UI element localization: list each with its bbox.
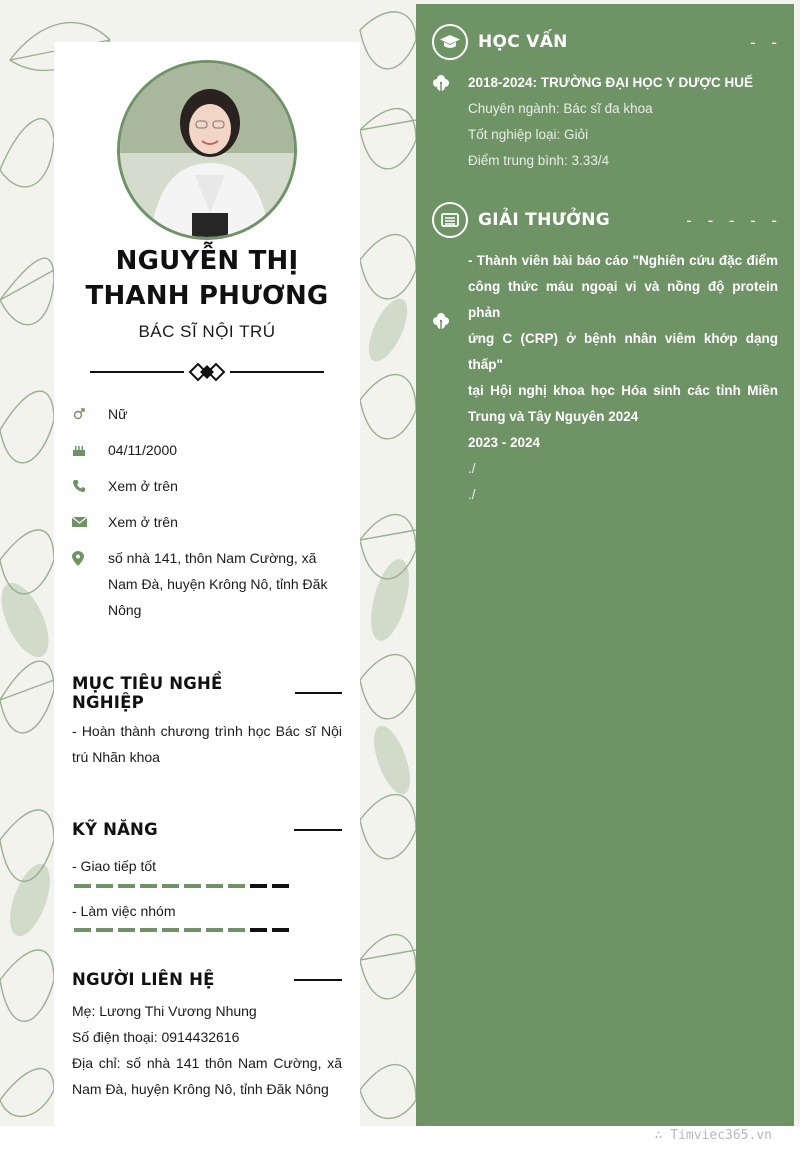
skill-segment [250, 928, 267, 932]
phone-value[interactable]: Xem ở trên [108, 478, 178, 494]
email-value[interactable]: Xem ở trên [108, 514, 178, 530]
award-period: 2023 - 2024 [468, 435, 541, 450]
skill-segment [118, 928, 135, 932]
contact-title: NGƯỜI LIÊN HỆ [72, 970, 215, 989]
education-details [468, 70, 778, 174]
skills-heading [72, 820, 342, 839]
skill-segment [74, 928, 91, 932]
skill-level-bar [74, 928, 289, 932]
phone-icon [72, 473, 108, 499]
skill-segment [162, 884, 179, 888]
contact-heading [72, 970, 342, 989]
skill-segment [140, 928, 157, 932]
objective-text [72, 718, 342, 770]
heading-rule [294, 829, 342, 831]
contact-mother: Mẹ: Lương Thi Vương Nhung [72, 1003, 257, 1019]
objective-line: trú Nhãn khoa [72, 749, 160, 765]
heading-dashes: - - [748, 32, 780, 52]
skill-segment [162, 928, 179, 932]
education-school: 2018-2024: TRƯỜNG ĐẠI HỌC Y DƯỢC HUẾ [468, 75, 754, 90]
skill-segment [228, 928, 245, 932]
education-heading [432, 24, 780, 60]
clover-icon [432, 312, 450, 330]
address-line: số nhà 141, thôn Nam Cường, xã [108, 550, 317, 566]
awards-details [468, 248, 778, 508]
book-icon [432, 202, 468, 238]
contact-address-line: Địa chỉ: số nhà 141 thôn Nam Cường, xã [72, 1055, 342, 1071]
objective-line: - Hoàn thành chương trình học Bác sĩ Nội [72, 723, 342, 739]
birthday-value: 04/11/2000 [108, 442, 178, 458]
skill-segment [118, 884, 135, 888]
skill-segment [206, 928, 223, 932]
award-extra: ./ [468, 487, 476, 502]
skill-segment [184, 928, 201, 932]
skill-segment [272, 928, 289, 932]
contact-address-line: Nam Đà, huyện Krông Nô, tỉnh Đăk Nông [72, 1081, 329, 1097]
contact-phone[interactable]: Số điện thoại: 0914432616 [72, 1029, 240, 1045]
heading-dashes: - - - - - [684, 210, 780, 230]
clover-icon [432, 74, 450, 92]
footer-brand: ∴ Timviec365.vn [654, 1128, 772, 1143]
awards-title: GIẢI THƯỞNG [478, 210, 611, 230]
education-rank: Tốt nghiệp loại: Giỏi [468, 127, 589, 142]
job-title: BÁC SĨ NỘI TRÚ [138, 322, 276, 341]
award-line: ứng C (CRP) ở bệnh nhân viêm khớp dạng thấp" [468, 331, 778, 372]
skill-level-bar [74, 884, 289, 888]
avatar-photo [120, 63, 297, 240]
skill-segment [250, 884, 267, 888]
education-gpa: Điểm trung bình: 3.33/4 [468, 153, 610, 168]
info-address [72, 545, 347, 623]
award-extra: ./ [468, 461, 476, 476]
skill-segment [96, 884, 113, 888]
info-birthday [72, 437, 347, 463]
birthday-cake-icon [72, 437, 108, 463]
education-major: Chuyên ngành: Bác sĩ đa khoa [468, 101, 653, 116]
skills-title: KỸ NĂNG [72, 820, 158, 839]
graduation-cap-icon [432, 24, 468, 60]
skill-name: - Giao tiếp tốt [72, 858, 157, 874]
skill-segment [74, 884, 91, 888]
address-line: Nông [108, 602, 142, 618]
skill-segment [184, 884, 201, 888]
location-icon [72, 545, 108, 571]
info-gender [72, 401, 347, 427]
heading-rule [295, 692, 342, 694]
email-icon [72, 509, 108, 535]
objective-heading [72, 674, 342, 712]
avatar [117, 60, 297, 240]
skill-segment [140, 884, 157, 888]
info-phone [72, 473, 347, 499]
candidate-name [54, 244, 360, 314]
education-title: HỌC VẤN [478, 32, 568, 52]
gender-value: Nữ [108, 406, 128, 422]
awards-heading [432, 202, 780, 238]
skill-segment [272, 884, 289, 888]
award-line: - Thành viên bài báo cáo "Nghiên cứu đặc điểm [468, 253, 778, 268]
heading-rule [294, 979, 342, 981]
award-line: Trung và Tây Nguyên 2024 [468, 409, 639, 424]
name-divider [90, 361, 324, 383]
info-email [72, 509, 347, 535]
address-value [108, 545, 327, 623]
skill-segment [206, 884, 223, 888]
skill-segment [228, 884, 245, 888]
gender-icon [72, 401, 108, 427]
award-line: công thức máu ngoại vi và nồng độ protein phản [468, 279, 778, 320]
name-line-1: NGUYỄN THỊ [115, 246, 299, 276]
skill-segment [96, 928, 113, 932]
objective-title: MỤC TIÊU NGHỀ NGHIỆP [72, 674, 223, 712]
name-line-2: THANH PHƯƠNG [85, 281, 329, 311]
address-line: Nam Đà, huyện Krông Nô, tỉnh Đăk [108, 576, 328, 592]
award-line: tại Hội nghị khoa học Hóa sinh các tỉnh Miền [468, 383, 778, 398]
skill-name: - Làm việc nhóm [72, 903, 176, 919]
contact-details [72, 998, 342, 1102]
